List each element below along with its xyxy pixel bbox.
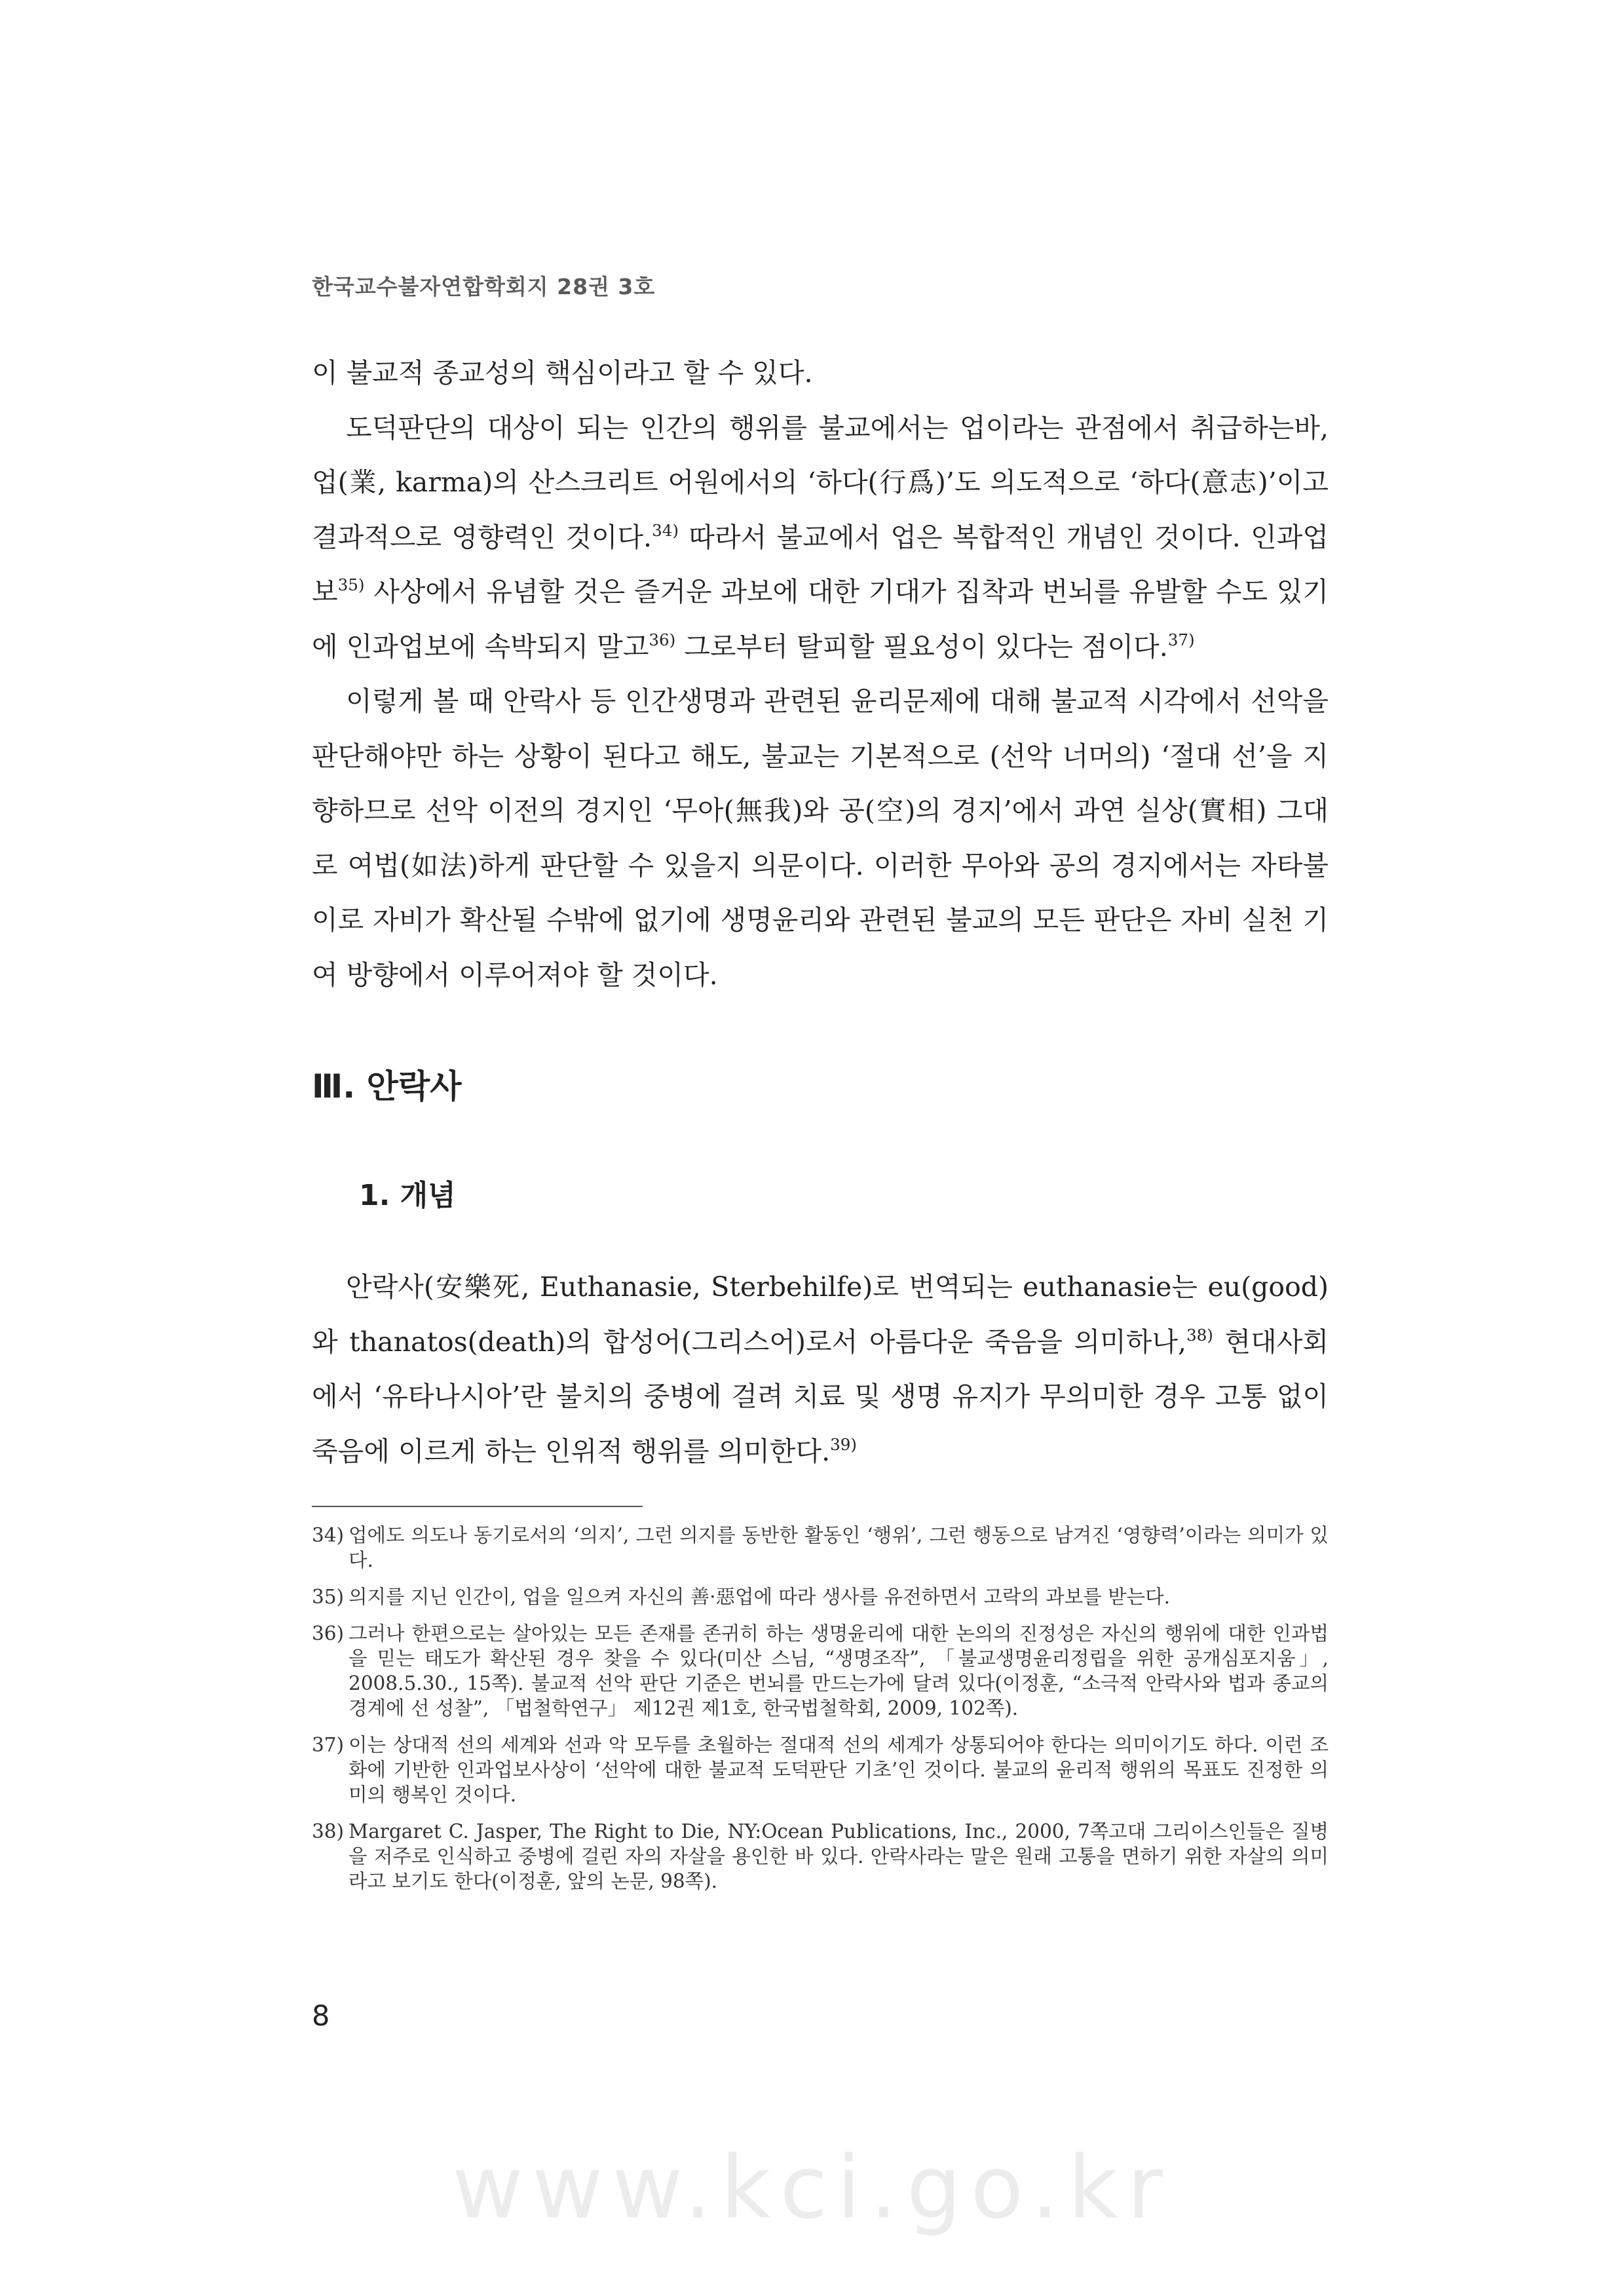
footnote-ref-34[interactable]: 34) [652,520,679,540]
paragraph-definition-text-b: 현대사회에서 ‘유타나시아’란 불치의 중병에 걸려 치료 및 생명 유지가 무의미한 경우 고통 없이 죽음에 이르게 하는 인위적 행위를 의미한다. [312,1326,1329,1467]
body-text-upper [312,346,1329,1003]
footnote-ref-36[interactable]: 36) [649,630,676,649]
footnote-text: 의지를 지닌 인간이, 업을 일으켜 자신의 善·惡업에 따라 생사를 유전하면서 고락의 과보를 받는다. [349,1586,1171,1608]
footnote-35 [312,1584,1329,1609]
footnote-38 [312,1819,1329,1894]
paragraph-karma [312,401,1329,675]
footnote-36 [312,1621,1329,1721]
footnote-ref-35[interactable]: 35) [337,575,365,595]
paragraph-continuation: 이 불교적 종교성의 핵심이라고 할 수 있다. [312,357,813,389]
footnote-37 [312,1732,1329,1807]
paragraph-definition-text-a: 안락사(安樂死, Euthanasie, Sterbehilfe)로 번역되는 euthanasie는 eu(good)와 thanatos(death)의 합성어(그리스어)로서 아름다운 죽음을 의미하나, [312,1271,1329,1358]
body-text-section [312,1260,1329,1479]
watermark-kci: www.kci.go.kr [452,2137,1172,2238]
footnote-text: 그러나 한편으로는 살아있는 모든 존재를 존귀히 하는 생명윤리에 대한 논의의 진정성은 자신의 행위에 대한 인과법을 믿는 태도가 확산된 경우 찾을 수 있다(미산 스님, “생명조작”, 「불교생명윤리정립을 위한 공개심포지움」, 2008.5.30., 15쪽). 불교적 선악 판단 기준은 번뇌를 만드는가에 달려 있다(이정훈, “소극적 안락사와 법과 종교의 경계에 선 성찰”, 「법철학연구」 제12권 제1호, 한국법철학회, 2009, 102쪽). [349,1622,1329,1719]
subsection-heading: 1. 개념 [359,1179,456,1212]
page-number: 8 [312,2000,330,2033]
footnote-ref-39[interactable]: 39) [830,1434,857,1454]
footnote-ref-37[interactable]: 37) [1167,630,1195,649]
footnote-number: 34) [312,1524,345,1546]
section-heading: Ⅲ. 안락사 [312,1067,462,1105]
running-head-journal-title: 한국교수불자연합학회지 28권 3호 [312,274,656,299]
paragraph-euthanasia-ethics: 이렇게 볼 때 안락사 등 인간생명과 관련된 윤리문제에 대해 불교적 시각에서 선악을 판단해야만 하는 상황이 된다고 해도, 불교는 기본적으로 (선악 너머의) ‘절대 선’을 지향하므로 선악 이전의 경지인 ‘무아(無我)와 공(空)의 경지’에서 과연 실상(實相) 그대로 여법(如法)하게 판단할 수 있을지 의문이다. 이러한 무아와 공의 경지에서는 자타불이로 자비가 확산될 수밖에 없기에 생명윤리와 관련된 불교의 모든 판단은 자비 실천 기여 방향에서 이루어져야 할 것이다. [312,685,1329,991]
footnotes-list [312,1523,1329,1905]
footnote-34 [312,1523,1329,1573]
footnote-number: 36) [312,1622,345,1645]
paragraph-definition [312,1260,1329,1479]
footnote-number: 37) [312,1734,345,1756]
footnote-number: 38) [312,1820,345,1843]
footnote-text: Margaret C. Jasper, The Right to Die, NY:Ocean Publications, Inc., 2000, 7쪽고대 그리이스인들은 질병을 저주로 인식하고 중병에 걸린 자의 자살을 용인한 바 있다. 안락사라는 말은 원래 고통을 면하기 위한 자살의 의미라고 보기도 한다(이정훈, 앞의 논문, 98쪽). [349,1820,1329,1892]
paragraph-karma-text-d: 그로부터 탈피할 필요성이 있다는 점이다. [675,630,1168,662]
paragraph-karma-text-b: 따라서 불교에서 업은 복합적인 개념인 것이다. 인과업보 [312,521,1329,607]
footnote-divider [312,1506,643,1507]
footnote-ref-38[interactable]: 38) [1186,1325,1213,1345]
footnote-text: 업에도 의도나 동기로서의 ‘의지’, 그런 의지를 동반한 활동인 ‘행위’, 그런 행동으로 남겨진 ‘영향력’이라는 의미가 있다. [349,1524,1329,1571]
footnote-number: 35) [312,1586,345,1608]
paragraph-karma-text-a: 도덕판단의 대상이 되는 인간의 행위를 불교에서는 업이라는 관점에서 취급하는바, 업(業, karma)의 산스크리트 어원에서의 ‘하다(行爲)’도 의도적으로 ‘하다(意志)’이고 결과적으로 영향력인 것이다. [312,411,1329,553]
paragraph-karma-text-c: 사상에서 유념할 것은 즐거운 과보에 대한 기대가 집착과 번뇌를 유발할 수도 있기에 인과업보에 속박되지 말고 [312,576,1329,662]
footnote-text: 이는 상대적 선의 세계와 선과 악 모두를 초월하는 절대적 선의 세계가 상통되어야 한다는 의미이기도 하다. 이런 조화에 기반한 인과업보사상이 ‘선악에 대한 불교적 도덕판단 기초’인 것이다. 불교의 윤리적 행위의 목표도 진정한 의미의 행복인 것이다. [349,1734,1329,1806]
